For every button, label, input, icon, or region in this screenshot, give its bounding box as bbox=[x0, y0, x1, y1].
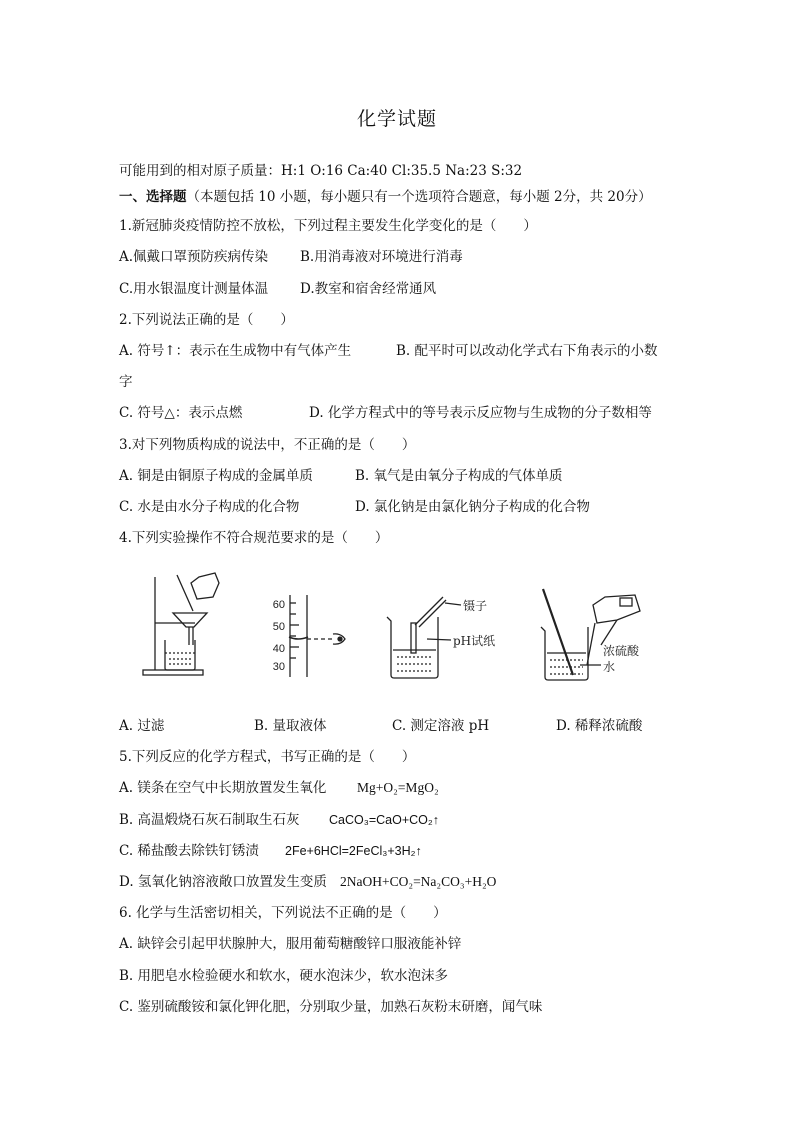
question-5-option-d-text: D. 氢氧化钠溶液敞口放置发生变质 bbox=[119, 874, 327, 890]
question-2-option-c: C. 符号△：表示点燃 bbox=[119, 405, 243, 421]
section-heading bbox=[119, 187, 652, 207]
question-5-option-b-text: B. 高温煅烧石灰石制取生石灰 bbox=[119, 812, 300, 828]
cylinder-tick-40: 40 bbox=[272, 643, 285, 655]
question-4-figures bbox=[135, 565, 675, 690]
question-5-option-a-text: A. 镁条在空气中长期放置发生氧化 bbox=[119, 780, 327, 796]
question-3-option-c: C. 水是由水分子构成的化合物 bbox=[119, 499, 300, 515]
question-3-option-d: D. 氯化钠是由氯化钠分子构成的化合物 bbox=[355, 499, 590, 515]
ph-test-figure bbox=[387, 597, 461, 678]
question-4-option-d: D. 稀释浓硫酸 bbox=[556, 718, 643, 734]
question-2-option-b: B. 配平时可以改动化学式右下角表示的小数 bbox=[396, 343, 658, 359]
conc-acid-label: 浓硫酸 bbox=[603, 644, 640, 658]
cylinder-tick-60: 60 bbox=[272, 599, 285, 611]
question-2-option-b-wrap: 字 bbox=[119, 374, 133, 390]
question-1-option-a: A.佩戴口罩预防疾病传染 bbox=[119, 249, 269, 265]
question-5-option-c-equation: 2Fe+6HCl=2FeCl₃+3H₂↑ bbox=[285, 844, 422, 858]
ph-paper-label: pH试纸 bbox=[453, 634, 496, 648]
question-5-option-c-text: C. 稀盐酸去除铁钉锈渍 bbox=[119, 843, 259, 859]
question-6-stem: 6. 化学与生活密切相关，下列说法不正确的是（ ） bbox=[119, 905, 447, 921]
water-label: 水 bbox=[603, 660, 616, 674]
question-4-option-b: B. 量取液体 bbox=[254, 718, 327, 734]
cylinder-figure bbox=[289, 595, 345, 677]
cylinder-tick-30: 30 bbox=[272, 661, 285, 673]
page-title: 化学试题 bbox=[356, 108, 437, 130]
question-2-option-a: A. 符号↑：表示在生成物中有气体产生 bbox=[119, 343, 352, 359]
question-5-option-b-equation: CaCO₃=CaO+CO₂↑ bbox=[329, 813, 439, 827]
question-3-stem: 3.对下列物质构成的说法中，不正确的是（ ） bbox=[119, 437, 416, 453]
question-5-option-a-equation: Mg+O₂=MgO₂ bbox=[357, 780, 439, 795]
question-1-stem: 1.新冠肺炎疫情防控不放松，下列过程主要发生化学变化的是（ ） bbox=[119, 218, 537, 234]
question-4-option-c: C. 测定溶液 pH bbox=[392, 718, 490, 734]
question-6-option-b: B. 用肥皂水检验硬水和软水，硬水泡沫少，软水泡沫多 bbox=[119, 968, 449, 984]
filtration-figure bbox=[143, 573, 219, 675]
question-3-option-a: A. 铜是由铜原子构成的金属单质 bbox=[119, 468, 313, 484]
question-1-option-c: C.用水银温度计测量体温 bbox=[119, 281, 269, 297]
question-5-option-d-equation: 2NaOH+CO₂=Na₂CO₃+H₂O bbox=[340, 874, 497, 889]
section-note: （本题包括 10 小题，每小题只有一个选项符合题意，每小题 2分，共 20分） bbox=[186, 189, 652, 205]
atomic-masses: 可能用到的相对原子质量：H:1 O:16 Ca:40 Cl:35.5 Na:23 S:32 bbox=[119, 163, 523, 179]
question-5-stem: 5.下列反应的化学方程式，书写正确的是（ ） bbox=[119, 749, 416, 765]
question-6-option-c: C. 鉴别硫酸铵和氯化钾化肥，分别取少量，加熟石灰粉末研磨，闻气味 bbox=[119, 999, 543, 1015]
question-1-option-d: D.教室和宿舍经常通风 bbox=[300, 281, 437, 297]
question-4-stem: 4.下列实验操作不符合规范要求的是（ ） bbox=[119, 530, 389, 546]
dilution-figure bbox=[541, 589, 640, 680]
question-6-option-a: A. 缺锌会引起甲状腺肿大，服用葡萄糖酸锌口服液能补锌 bbox=[119, 936, 462, 952]
tweezers-label: 镊子 bbox=[463, 599, 488, 613]
question-1-option-b: B.用消毒液对环境进行消毒 bbox=[300, 249, 463, 265]
question-2-stem: 2.下列说法正确的是（ ） bbox=[119, 312, 294, 328]
question-3-option-b: B. 氧气是由氧分子构成的气体单质 bbox=[355, 468, 563, 484]
question-4-option-a: A. 过滤 bbox=[119, 718, 165, 734]
section-title: 一、选择题 bbox=[119, 189, 187, 205]
question-2-option-d: D. 化学方程式中的等号表示反应物与生成物的分子数相等 bbox=[309, 405, 652, 421]
cylinder-tick-50: 50 bbox=[272, 621, 285, 633]
